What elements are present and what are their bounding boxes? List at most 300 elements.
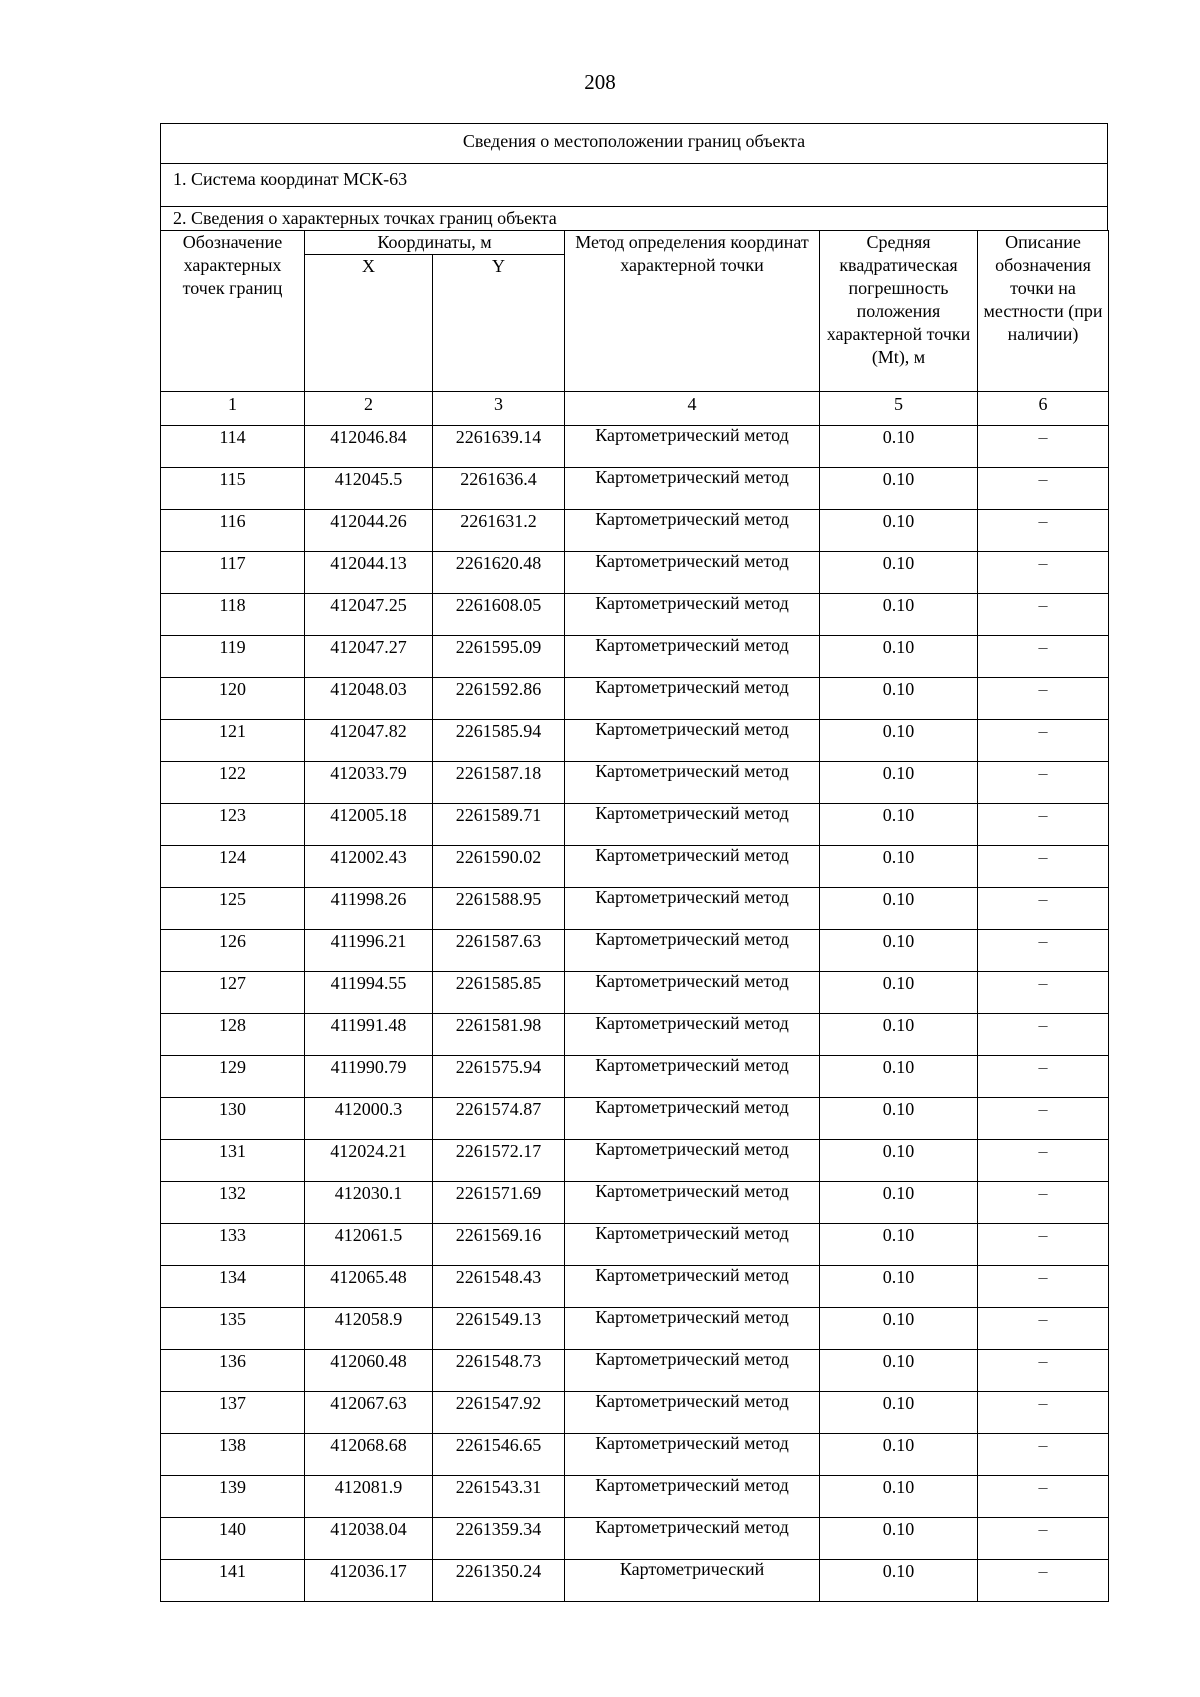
- point-number-cell-text: 133: [219, 1225, 246, 1245]
- method-cell-text: Картометрический метод: [595, 887, 789, 907]
- description-cell-text: –: [1038, 679, 1048, 699]
- method-cell: [565, 1350, 820, 1392]
- point-number-cell-text: 129: [219, 1057, 246, 1077]
- point-number-cell: [161, 846, 305, 888]
- description-cell: [978, 552, 1109, 594]
- method-cell: [565, 1224, 820, 1266]
- table-row: [161, 552, 1109, 594]
- y-coordinate-cell: [433, 1224, 565, 1266]
- method-cell-text: Картометрический метод: [595, 1181, 789, 1201]
- error-cell-text: 0.10: [882, 1057, 915, 1077]
- description-cell-text: –: [1038, 1183, 1048, 1203]
- method-cell-text: Картометрический метод: [595, 593, 789, 613]
- x-coordinate-cell: [305, 678, 433, 720]
- x-coordinate-cell-text: 412045.5: [334, 469, 403, 489]
- method-cell-text: Картометрический метод: [595, 1097, 789, 1117]
- point-number-cell: [161, 1476, 305, 1518]
- error-cell-text: 0.10: [882, 1225, 915, 1245]
- point-number-cell-text: 130: [219, 1099, 246, 1119]
- table-row: [161, 1056, 1109, 1098]
- error-cell-text: 0.10: [882, 1519, 915, 1539]
- point-number-cell-text: 125: [219, 889, 246, 909]
- y-coordinate-cell-text: 2261585.94: [455, 721, 542, 741]
- column-number: 5: [820, 392, 978, 426]
- y-coordinate-cell: [433, 426, 565, 468]
- method-cell-text: Картометрический метод: [595, 1391, 789, 1411]
- column-header-method: Метод определения координат характерной точки: [565, 231, 820, 392]
- method-cell: [565, 552, 820, 594]
- description-cell: [978, 720, 1109, 762]
- error-cell: [820, 678, 978, 720]
- description-cell-text: –: [1038, 469, 1048, 489]
- y-coordinate-cell-text: 2261350.24: [455, 1561, 542, 1581]
- method-cell: [565, 1014, 820, 1056]
- description-cell: [978, 1434, 1109, 1476]
- x-coordinate-cell-text: 412048.03: [330, 679, 407, 699]
- x-coordinate-cell: [305, 972, 433, 1014]
- x-coordinate-cell: [305, 510, 433, 552]
- y-coordinate-cell: [433, 1392, 565, 1434]
- table-body: [161, 426, 1109, 1602]
- point-number-cell: [161, 720, 305, 762]
- table-header: [161, 231, 1109, 426]
- description-cell-text: –: [1038, 1015, 1048, 1035]
- error-cell-text: 0.10: [882, 511, 915, 531]
- column-number: 4: [565, 392, 820, 426]
- description-cell: [978, 1308, 1109, 1350]
- x-coordinate-cell-text: 412065.48: [330, 1267, 407, 1287]
- x-coordinate-cell: [305, 594, 433, 636]
- error-cell-text: 0.10: [882, 1351, 915, 1371]
- table-row: [161, 720, 1109, 762]
- method-cell-text: Картометрический метод: [595, 929, 789, 949]
- column-header-designation: Обозначение характерных точек границ: [161, 231, 305, 392]
- description-cell-text: –: [1038, 805, 1048, 825]
- x-coordinate-cell-text: 412044.13: [330, 553, 407, 573]
- description-cell-text: –: [1038, 931, 1048, 951]
- point-number-cell: [161, 1224, 305, 1266]
- point-number-cell-text: 122: [219, 763, 246, 783]
- method-cell-text: Картометрический метод: [595, 425, 789, 445]
- method-cell: [565, 426, 820, 468]
- x-coordinate-cell-text: 412005.18: [330, 805, 407, 825]
- point-number-cell: [161, 804, 305, 846]
- y-coordinate-cell: [433, 1308, 565, 1350]
- error-cell: [820, 1014, 978, 1056]
- x-coordinate-cell-text: 411996.21: [330, 931, 407, 951]
- x-coordinate-cell: [305, 1224, 433, 1266]
- description-cell: [978, 1476, 1109, 1518]
- table-row: [161, 1350, 1109, 1392]
- x-coordinate-cell-text: 411998.26: [330, 889, 407, 909]
- description-cell-text: –: [1038, 763, 1048, 783]
- point-number-cell-text: 134: [219, 1267, 246, 1287]
- point-number-cell-text: 131: [219, 1141, 246, 1161]
- method-cell: [565, 1560, 820, 1602]
- error-cell: [820, 972, 978, 1014]
- column-header-x: X: [305, 255, 433, 392]
- error-cell: [820, 468, 978, 510]
- error-cell: [820, 1224, 978, 1266]
- error-cell: [820, 1560, 978, 1602]
- x-coordinate-cell: [305, 636, 433, 678]
- point-number-cell-text: 138: [219, 1435, 246, 1455]
- error-cell-text: 0.10: [882, 1561, 915, 1581]
- point-number-cell: [161, 1350, 305, 1392]
- description-cell-text: –: [1038, 1393, 1048, 1413]
- error-cell-text: 0.10: [882, 679, 915, 699]
- table-title: Сведения о местоположении границ объекта: [160, 123, 1108, 163]
- description-cell-text: –: [1038, 1309, 1048, 1329]
- description-cell: [978, 468, 1109, 510]
- error-cell-text: 0.10: [882, 1435, 915, 1455]
- x-coordinate-cell: [305, 468, 433, 510]
- x-coordinate-cell-text: 412061.5: [334, 1225, 403, 1245]
- description-cell: [978, 1560, 1109, 1602]
- x-coordinate-cell-text: 412000.3: [334, 1099, 403, 1119]
- description-cell-text: –: [1038, 889, 1048, 909]
- y-coordinate-cell-text: 2261547.92: [455, 1393, 542, 1413]
- error-cell-text: 0.10: [882, 1477, 915, 1497]
- error-cell: [820, 846, 978, 888]
- error-cell: [820, 1182, 978, 1224]
- column-number-row: [161, 392, 1109, 426]
- table-row: [161, 426, 1109, 468]
- method-cell-text: Картометрический метод: [595, 677, 789, 697]
- method-cell: [565, 846, 820, 888]
- point-number-cell-text: 139: [219, 1477, 246, 1497]
- error-cell: [820, 636, 978, 678]
- point-number-cell-text: 132: [219, 1183, 246, 1203]
- error-cell: [820, 552, 978, 594]
- point-number-cell-text: 118: [219, 595, 246, 615]
- point-number-cell: [161, 1014, 305, 1056]
- method-cell: [565, 720, 820, 762]
- point-number-cell-text: 117: [219, 553, 246, 573]
- error-cell-text: 0.10: [882, 847, 915, 867]
- x-coordinate-cell-text: 412044.26: [330, 511, 407, 531]
- table-row: [161, 510, 1109, 552]
- boundary-points-table: [160, 230, 1109, 1602]
- x-coordinate-cell-text: 412038.04: [330, 1519, 407, 1539]
- point-number-cell-text: 135: [219, 1309, 246, 1329]
- table-row: [161, 1392, 1109, 1434]
- table-row: [161, 972, 1109, 1014]
- description-cell: [978, 1056, 1109, 1098]
- x-coordinate-cell: [305, 1014, 433, 1056]
- description-cell-text: –: [1038, 1519, 1048, 1539]
- y-coordinate-cell: [433, 1056, 565, 1098]
- y-coordinate-cell-text: 2261581.98: [455, 1015, 542, 1035]
- y-coordinate-cell-text: 2261543.31: [455, 1477, 542, 1497]
- point-number-cell-text: 140: [219, 1519, 246, 1539]
- point-number-cell-text: 123: [219, 805, 246, 825]
- method-cell: [565, 1098, 820, 1140]
- description-cell-text: –: [1038, 1561, 1048, 1581]
- x-coordinate-cell-text: 412068.68: [330, 1435, 407, 1455]
- x-coordinate-cell: [305, 846, 433, 888]
- method-cell-text: Картометрический метод: [595, 1517, 789, 1537]
- y-coordinate-cell-text: 2261636.4: [460, 469, 537, 489]
- x-coordinate-cell: [305, 1266, 433, 1308]
- x-coordinate-cell-text: 412058.9: [334, 1309, 403, 1329]
- point-number-cell: [161, 468, 305, 510]
- y-coordinate-cell: [433, 1098, 565, 1140]
- method-cell: [565, 1518, 820, 1560]
- column-number: 3: [433, 392, 565, 426]
- x-coordinate-cell-text: 412081.9: [334, 1477, 403, 1497]
- point-number-cell: [161, 594, 305, 636]
- point-number-cell-text: 128: [219, 1015, 246, 1035]
- x-coordinate-cell-text: 412046.84: [330, 427, 407, 447]
- method-cell: [565, 1266, 820, 1308]
- y-coordinate-cell: [433, 888, 565, 930]
- y-coordinate-cell: [433, 930, 565, 972]
- description-cell-text: –: [1038, 595, 1048, 615]
- description-cell-text: –: [1038, 553, 1048, 573]
- x-coordinate-cell: [305, 1140, 433, 1182]
- description-cell: [978, 678, 1109, 720]
- point-number-cell-text: 126: [219, 931, 246, 951]
- description-cell: [978, 762, 1109, 804]
- y-coordinate-cell-text: 2261587.63: [455, 931, 542, 951]
- description-cell: [978, 1518, 1109, 1560]
- method-cell: [565, 930, 820, 972]
- y-coordinate-cell-text: 2261589.71: [455, 805, 542, 825]
- table-row: [161, 1434, 1109, 1476]
- method-cell: [565, 636, 820, 678]
- x-coordinate-cell: [305, 1560, 433, 1602]
- point-number-cell: [161, 426, 305, 468]
- column-header-error: Средняя квадратическая погрешность положения характерной точки (Mt), м: [820, 231, 978, 392]
- method-cell: [565, 804, 820, 846]
- description-cell: [978, 594, 1109, 636]
- point-number-cell-text: 114: [219, 427, 246, 447]
- table-row: [161, 636, 1109, 678]
- description-cell-text: –: [1038, 1351, 1048, 1371]
- method-cell-text: Картометрический метод: [595, 845, 789, 865]
- error-cell: [820, 1518, 978, 1560]
- error-cell-text: 0.10: [882, 427, 915, 447]
- table-row: [161, 1224, 1109, 1266]
- method-cell-text: Картометрический метод: [595, 1307, 789, 1327]
- point-number-cell: [161, 678, 305, 720]
- point-number-cell-text: 119: [219, 637, 246, 657]
- x-coordinate-cell: [305, 1476, 433, 1518]
- error-cell-text: 0.10: [882, 469, 915, 489]
- point-number-cell: [161, 888, 305, 930]
- point-number-cell: [161, 1056, 305, 1098]
- method-cell-text: Картометрический метод: [595, 1139, 789, 1159]
- point-number-cell: [161, 762, 305, 804]
- table-row: [161, 762, 1109, 804]
- x-coordinate-cell: [305, 426, 433, 468]
- y-coordinate-cell-text: 2261588.95: [455, 889, 542, 909]
- y-coordinate-cell-text: 2261572.17: [455, 1141, 542, 1161]
- method-cell-text: Картометрический метод: [595, 1223, 789, 1243]
- point-number-cell-text: 116: [219, 511, 246, 531]
- point-number-cell-text: 115: [219, 469, 246, 489]
- point-number-cell: [161, 636, 305, 678]
- error-cell: [820, 1392, 978, 1434]
- point-number-cell: [161, 552, 305, 594]
- method-cell: [565, 1434, 820, 1476]
- error-cell: [820, 1140, 978, 1182]
- error-cell-text: 0.10: [882, 1015, 915, 1035]
- table-row: [161, 678, 1109, 720]
- y-coordinate-cell: [433, 1476, 565, 1518]
- error-cell-text: 0.10: [882, 721, 915, 741]
- column-header-coordinates: Координаты, м: [305, 231, 565, 255]
- description-cell-text: –: [1038, 1099, 1048, 1119]
- point-number-cell-text: 120: [219, 679, 246, 699]
- method-cell-text: Картометрический метод: [595, 1433, 789, 1453]
- description-cell-text: –: [1038, 847, 1048, 867]
- y-coordinate-cell: [433, 552, 565, 594]
- y-coordinate-cell: [433, 1434, 565, 1476]
- method-cell-text: Картометрический метод: [595, 1349, 789, 1369]
- method-cell-text: Картометрический метод: [595, 1475, 789, 1495]
- point-number-cell: [161, 510, 305, 552]
- error-cell-text: 0.10: [882, 1099, 915, 1119]
- table-row: [161, 846, 1109, 888]
- x-coordinate-cell: [305, 1434, 433, 1476]
- column-number: 2: [305, 392, 433, 426]
- y-coordinate-cell: [433, 846, 565, 888]
- error-cell: [820, 888, 978, 930]
- description-cell: [978, 804, 1109, 846]
- y-coordinate-cell-text: 2261575.94: [455, 1057, 542, 1077]
- y-coordinate-cell: [433, 720, 565, 762]
- error-cell: [820, 426, 978, 468]
- y-coordinate-cell: [433, 762, 565, 804]
- column-header-description: Описание обозначения точки на местности (при наличии): [978, 231, 1109, 392]
- error-cell: [820, 720, 978, 762]
- y-coordinate-cell-text: 2261639.14: [455, 427, 542, 447]
- y-coordinate-cell-text: 2261548.43: [455, 1267, 542, 1287]
- x-coordinate-cell-text: 412033.79: [330, 763, 407, 783]
- method-cell: [565, 1476, 820, 1518]
- table-row: [161, 1014, 1109, 1056]
- method-cell: [565, 888, 820, 930]
- method-cell: [565, 1308, 820, 1350]
- method-cell-text: Картометрический метод: [595, 761, 789, 781]
- description-cell: [978, 1014, 1109, 1056]
- description-cell: [978, 888, 1109, 930]
- y-coordinate-cell: [433, 1266, 565, 1308]
- y-coordinate-cell: [433, 594, 565, 636]
- point-number-cell: [161, 1140, 305, 1182]
- y-coordinate-cell-text: 2261631.2: [460, 511, 537, 531]
- error-cell: [820, 762, 978, 804]
- error-cell: [820, 510, 978, 552]
- method-cell-text: Картометрический метод: [595, 1013, 789, 1033]
- description-cell: [978, 1350, 1109, 1392]
- method-cell-text: Картометрический метод: [595, 1265, 789, 1285]
- point-number-cell-text: 127: [219, 973, 246, 993]
- x-coordinate-cell-text: 412030.1: [334, 1183, 403, 1203]
- method-cell: [565, 1182, 820, 1224]
- x-coordinate-cell-text: 412047.82: [330, 721, 407, 741]
- description-cell: [978, 1266, 1109, 1308]
- boundary-table-frame: [160, 123, 1108, 1602]
- y-coordinate-cell-text: 2261590.02: [455, 847, 542, 867]
- y-coordinate-cell-text: 2261587.18: [455, 763, 542, 783]
- y-coordinate-cell: [433, 804, 565, 846]
- x-coordinate-cell: [305, 1392, 433, 1434]
- description-cell: [978, 846, 1109, 888]
- table-row: [161, 1560, 1109, 1602]
- y-coordinate-cell-text: 2261546.65: [455, 1435, 542, 1455]
- error-cell-text: 0.10: [882, 1141, 915, 1161]
- method-cell-text: Картометрический метод: [595, 635, 789, 655]
- y-coordinate-cell: [433, 468, 565, 510]
- point-number-cell: [161, 1518, 305, 1560]
- description-cell-text: –: [1038, 1057, 1048, 1077]
- method-cell-text: Картометрический метод: [595, 509, 789, 529]
- table-row: [161, 930, 1109, 972]
- x-coordinate-cell-text: 412002.43: [330, 847, 407, 867]
- x-coordinate-cell: [305, 804, 433, 846]
- method-cell: [565, 594, 820, 636]
- x-coordinate-cell-text: 412024.21: [330, 1141, 407, 1161]
- x-coordinate-cell-text: 411990.79: [330, 1057, 407, 1077]
- y-coordinate-cell-text: 2261585.85: [455, 973, 542, 993]
- error-cell: [820, 1266, 978, 1308]
- x-coordinate-cell: [305, 1518, 433, 1560]
- method-cell-text: Картометрический: [619, 1559, 765, 1579]
- point-number-cell: [161, 1392, 305, 1434]
- x-coordinate-cell: [305, 1056, 433, 1098]
- description-cell-text: –: [1038, 637, 1048, 657]
- point-number-cell-text: 141: [219, 1561, 246, 1581]
- y-coordinate-cell-text: 2261574.87: [455, 1099, 542, 1119]
- error-cell: [820, 1434, 978, 1476]
- method-cell: [565, 1140, 820, 1182]
- table-row: [161, 468, 1109, 510]
- error-cell: [820, 1098, 978, 1140]
- x-coordinate-cell-text: 412036.17: [330, 1561, 407, 1581]
- x-coordinate-cell: [305, 552, 433, 594]
- description-cell: [978, 426, 1109, 468]
- description-cell-text: –: [1038, 427, 1048, 447]
- description-cell: [978, 1182, 1109, 1224]
- x-coordinate-cell: [305, 762, 433, 804]
- x-coordinate-cell-text: 412047.25: [330, 595, 407, 615]
- y-coordinate-cell: [433, 1140, 565, 1182]
- method-cell: [565, 1056, 820, 1098]
- x-coordinate-cell: [305, 1350, 433, 1392]
- table-row: [161, 1098, 1109, 1140]
- x-coordinate-cell-text: 412067.63: [330, 1393, 407, 1413]
- description-cell: [978, 636, 1109, 678]
- y-coordinate-cell-text: 2261620.48: [455, 553, 542, 573]
- method-cell: [565, 510, 820, 552]
- point-number-cell-text: 124: [219, 847, 246, 867]
- point-number-cell: [161, 1308, 305, 1350]
- method-cell-text: Картометрический метод: [595, 1055, 789, 1075]
- table-row: [161, 1266, 1109, 1308]
- y-coordinate-cell-text: 2261569.16: [455, 1225, 542, 1245]
- point-number-cell: [161, 1098, 305, 1140]
- y-coordinate-cell-text: 2261592.86: [455, 679, 542, 699]
- table-row: [161, 1140, 1109, 1182]
- description-cell-text: –: [1038, 1267, 1048, 1287]
- x-coordinate-cell-text: 411994.55: [330, 973, 407, 993]
- error-cell-text: 0.10: [882, 763, 915, 783]
- method-cell: [565, 678, 820, 720]
- x-coordinate-cell: [305, 720, 433, 762]
